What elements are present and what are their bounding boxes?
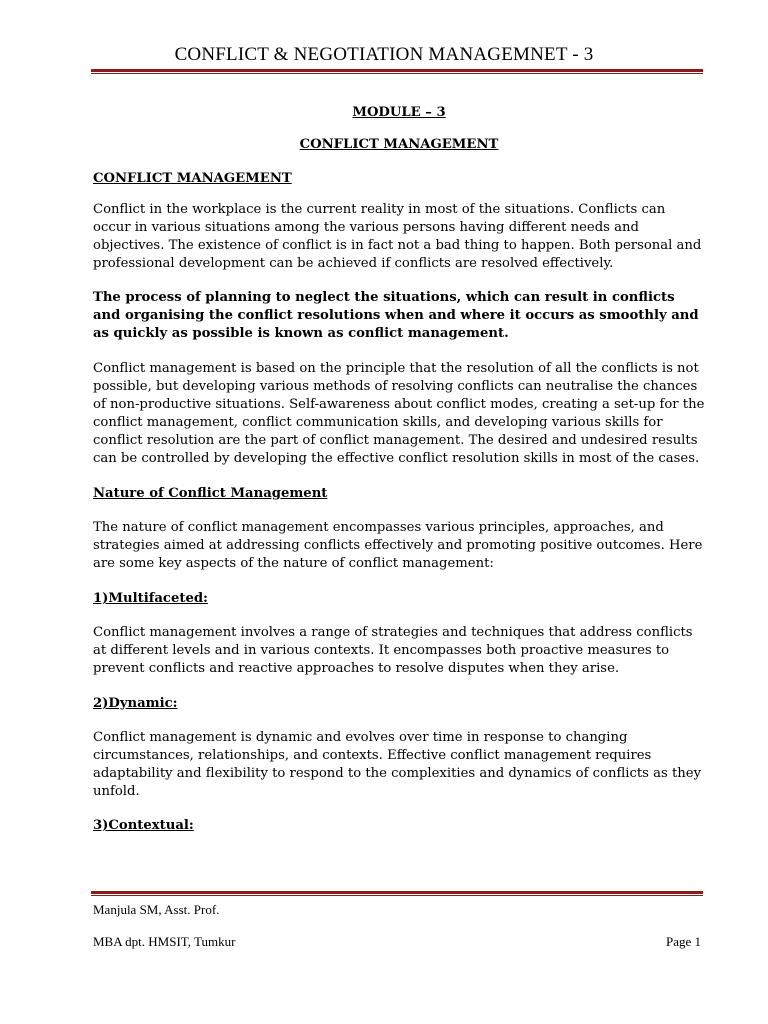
heading-multifaceted: 1)Multifaceted: <box>93 591 208 606</box>
page-content <box>93 104 705 835</box>
footer-author: Manjula SM, Asst. Prof. <box>93 902 220 917</box>
paragraph-2-definition: The process of planning to neglect the situations, which can result in conflicts and organising the conflict resolutions when and where it occurs as smoothly and as quickly as possible is known as conflict management. <box>93 290 699 341</box>
footer-line <box>93 934 701 950</box>
document-header-title: CONFLICT & NEGOTIATION MANAGEMNET - 3 <box>174 44 594 65</box>
footer-divider <box>91 891 703 896</box>
module-heading: MODULE – 3 <box>352 105 446 120</box>
heading-contextual: 3)Contextual: <box>93 818 194 833</box>
footer-page-number: Page 1 <box>665 934 701 949</box>
paragraph-1: Conflict in the workplace is the current reality in most of the situations. Conflicts can occur in various situations among the various persons having different needs and objectives. The existence of conflict is in fact not a bad thing to happen. Both personal and professional development can be achieved if conflicts are resolved effectively. <box>93 202 702 271</box>
heading-conflict-management: CONFLICT MANAGEMENT <box>93 171 292 186</box>
section-heading: CONFLICT MANAGEMENT <box>299 137 499 152</box>
heading-dynamic: 2)Dynamic: <box>93 696 178 711</box>
header-divider <box>91 69 703 74</box>
paragraph-3: Conflict management is based on the principle that the resolution of all the conflicts is not possible, but developing various methods of resolving conflicts can neutralise the chances of non-productive situations. Self-awareness about conflict modes, creating a set-up for the conflict management, conflict communication skills, and developing various skills for conflict resolution are the part of conflict management. The desired and undesired results can be controlled by developing the effective conflict resolution skills in most of the cases. <box>93 361 705 466</box>
paragraph-4: The nature of conflict management encompasses various principles, approaches, and strategies aimed at addressing conflicts effectively and promoting positive outcomes. Here are some key aspects of the nature of conflict management: <box>93 520 703 571</box>
paragraph-5: Conflict management involves a range of strategies and techniques that address conflicts at different levels and in various contexts. It encompasses both proactive measures to prevent conflicts and reactive approaches to resolve disputes when they arise. <box>93 625 693 676</box>
heading-nature: Nature of Conflict Management <box>93 486 328 501</box>
footer-department: MBA dpt. HMSIT, Tumkur <box>93 934 236 949</box>
paragraph-6: Conflict management is dynamic and evolves over time in response to changing circumstances, relationships, and contexts. Effective conflict management requires adaptability and flexibility to respond to the complexities and dynamics of conflicts as they unfold. <box>93 730 702 799</box>
